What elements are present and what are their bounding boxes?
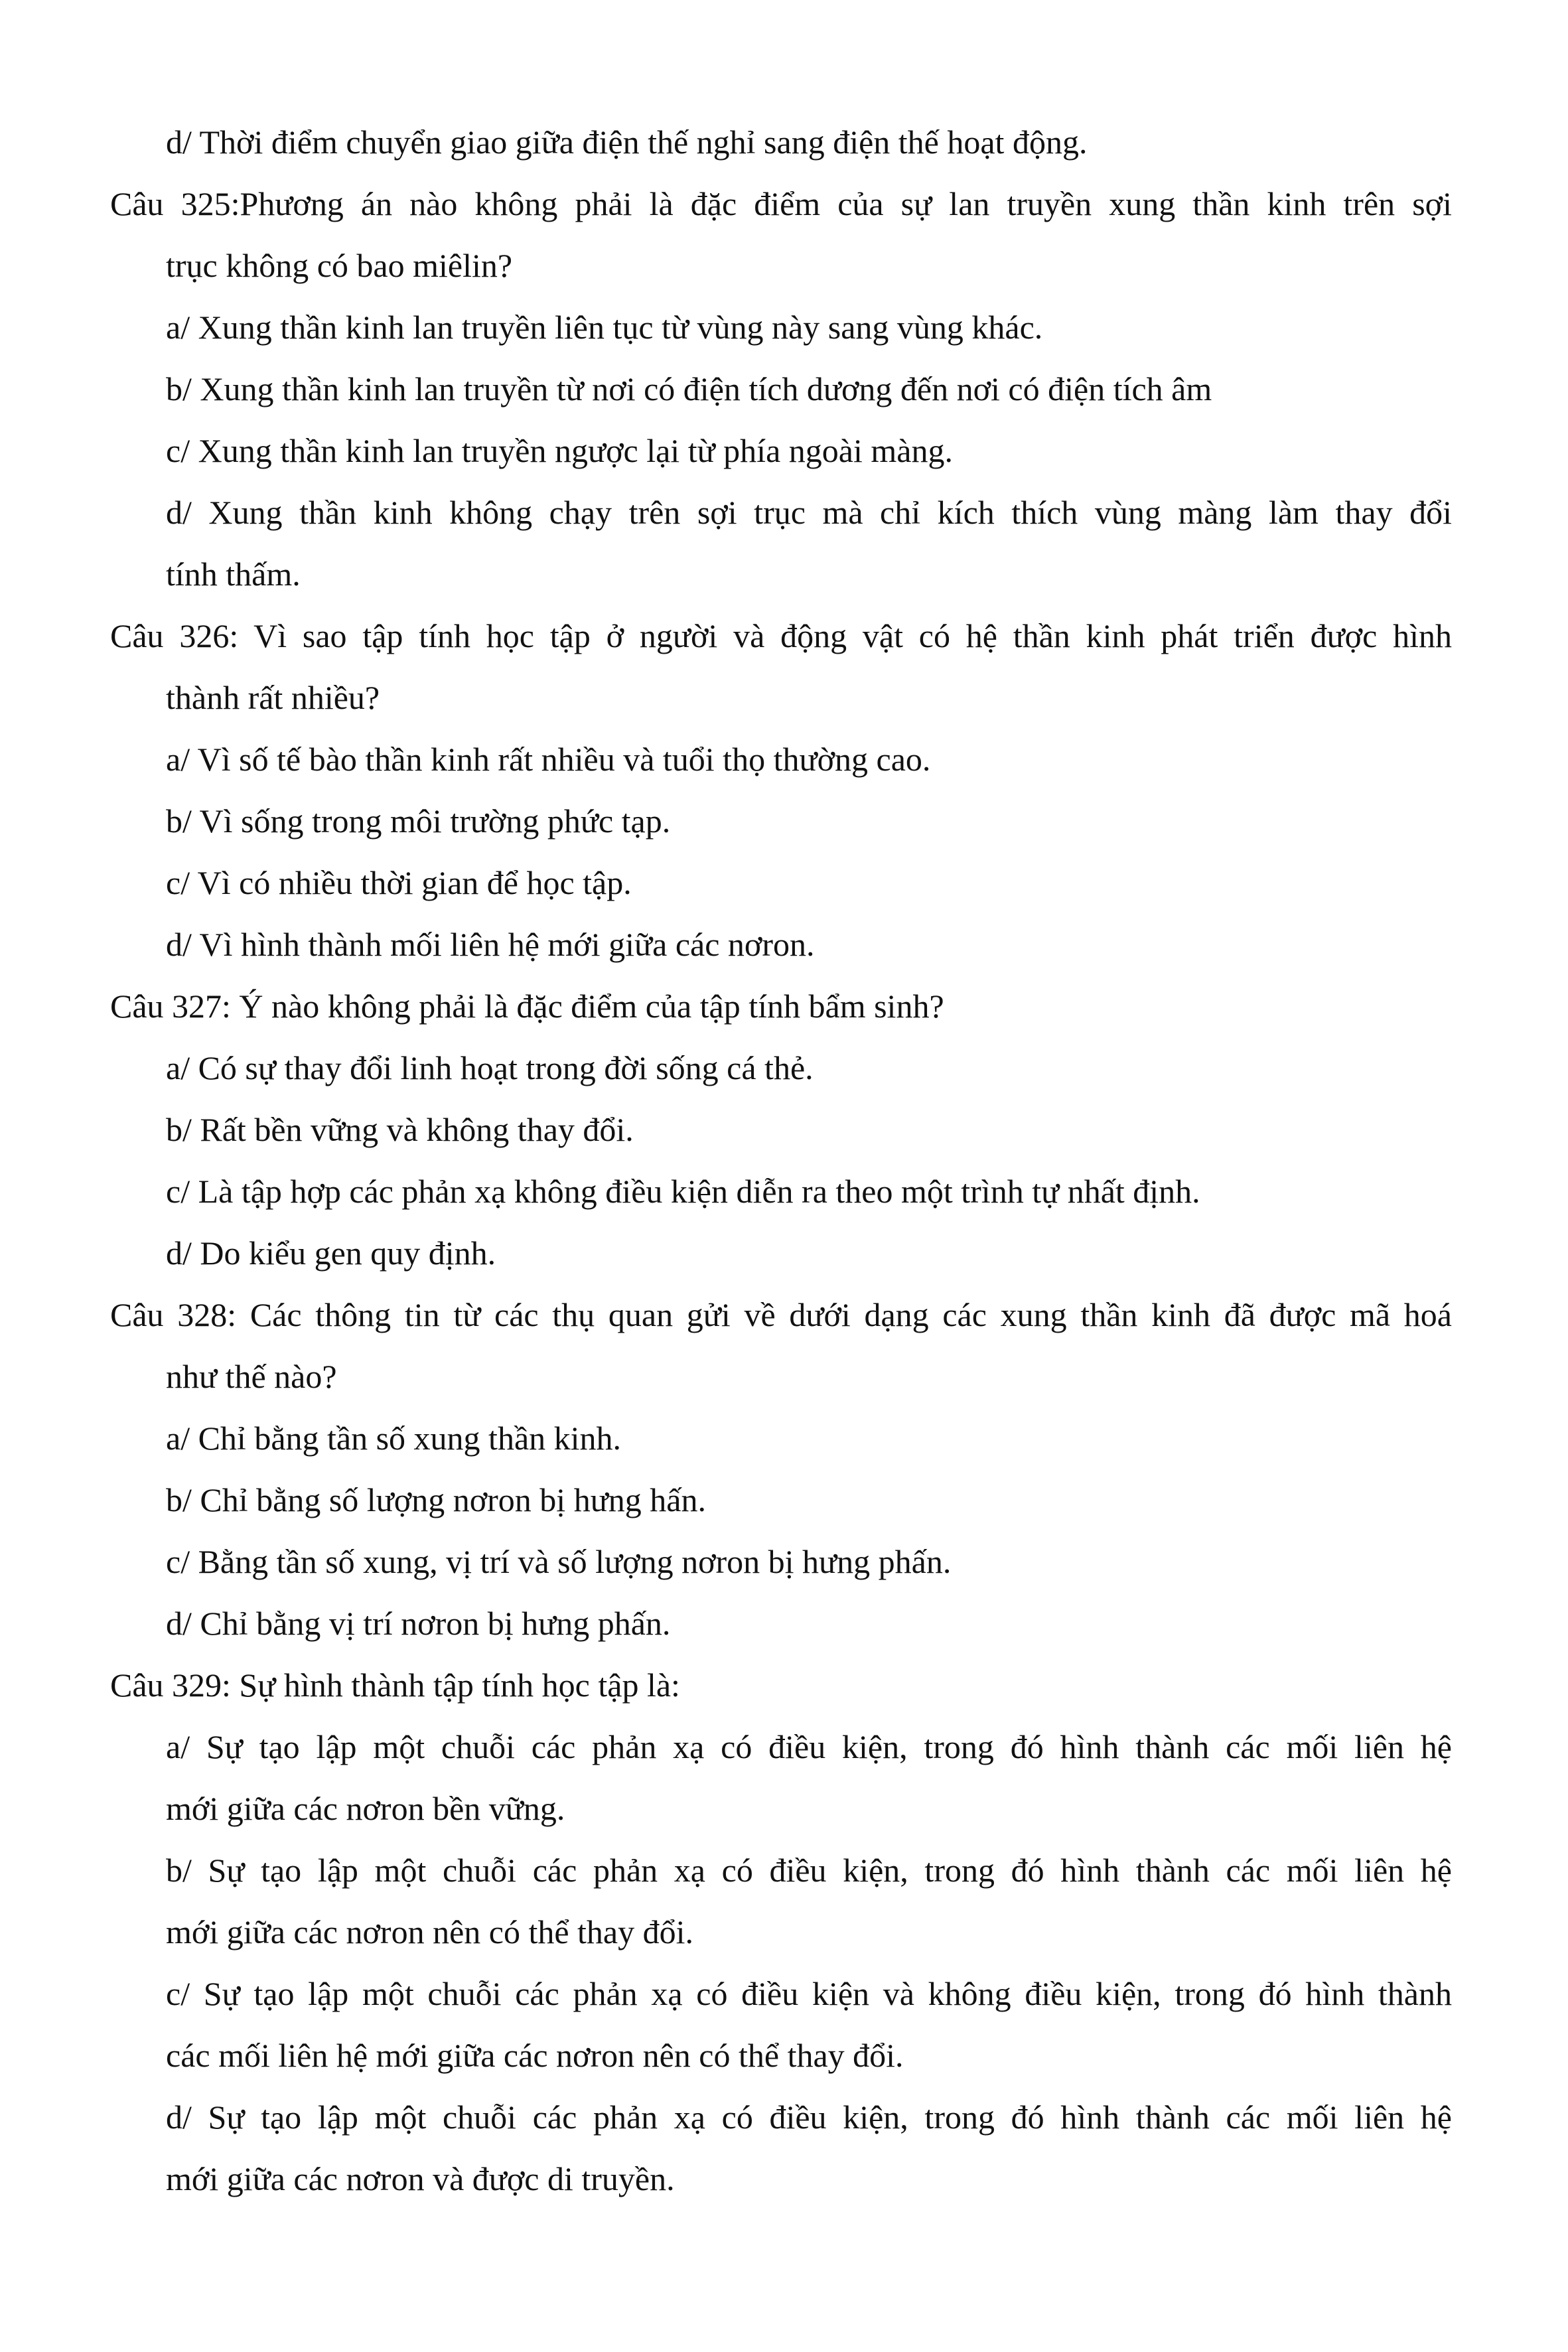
option-line: d/ Thời điểm chuyển giao giữa điện thế nghỉ sang điện thế hoạt động.: [166, 123, 1088, 161]
option-line: a/ Chỉ bằng tần số xung thần kinh.: [166, 1420, 622, 1457]
continuation-line: mới giữa các nơron bền vững.: [166, 1790, 565, 1827]
option-line: b/ Vì sống trong môi trường phức tạp.: [166, 802, 671, 840]
option-line: d/ Vì hình thành mối liên hệ mới giữa các nơron.: [166, 926, 815, 963]
question-line: Câu 325:Phương án nào không phải là đặc điểm của sự lan truyền xung thần kinh trên sợi: [110, 185, 1452, 222]
question-line: Câu 327: Ý nào không phải là đặc điểm của tập tính bẩm sinh?: [110, 988, 944, 1025]
option-line: c/ Vì có nhiều thời gian để học tập.: [166, 864, 632, 901]
option-line: c/ Bằng tần số xung, vị trí và số lượng nơron bị hưng phấn.: [166, 1543, 952, 1580]
continuation-line: tính thấm.: [166, 555, 301, 593]
question-line: Câu 328: Các thông tin từ các thụ quan gửi về dưới dạng các xung thần kinh đã được mã hoá: [110, 1296, 1452, 1333]
option-line: d/ Sự tạo lập một chuỗi các phản xạ có điều kiện, trong đó hình thành các mối liên hệ: [166, 2098, 1452, 2136]
option-line: a/ Vì số tế bào thần kinh rất nhiều và tuổi thọ thường cao.: [166, 741, 931, 778]
option-line: b/ Xung thần kinh lan truyền từ nơi có điện tích dương đến nơi có điện tích âm: [166, 370, 1212, 407]
option-line: c/ Sự tạo lập một chuỗi các phản xạ có điều kiện và không điều kiện, trong đó hình thành: [166, 1975, 1452, 2012]
option-line: d/ Chỉ bằng vị trí nơron bị hưng phấn.: [166, 1605, 671, 1642]
question-line: Câu 326: Vì sao tập tính học tập ở người và động vật có hệ thần kinh phát triển được hình: [110, 617, 1452, 654]
continuation-line: như thế nào?: [166, 1358, 337, 1395]
continuation-line: các mối liên hệ mới giữa các nơron nên có thể thay đổi.: [166, 2037, 904, 2074]
option-line: c/ Xung thần kinh lan truyền ngược lại từ phía ngoài màng.: [166, 432, 953, 469]
option-line: b/ Sự tạo lập một chuỗi các phản xạ có điều kiện, trong đó hình thành các mối liên hệ: [166, 1852, 1452, 1889]
page-content: [110, 111, 1452, 2210]
option-line: a/ Sự tạo lập một chuỗi các phản xạ có điều kiện, trong đó hình thành các mối liên hệ: [166, 1728, 1452, 1765]
option-line: d/ Xung thần kinh không chạy trên sợi trục mà chỉ kích thích vùng màng làm thay đổi: [166, 494, 1452, 531]
option-line: b/ Rất bền vững và không thay đổi.: [166, 1111, 634, 1148]
option-line: b/ Chỉ bằng số lượng nơron bị hưng hấn.: [166, 1481, 706, 1518]
continuation-line: mới giữa các nơron nên có thể thay đổi.: [166, 1913, 694, 1950]
option-line: a/ Có sự thay đổi linh hoạt trong đời sống cá thẻ.: [166, 1049, 814, 1086]
continuation-line: trục không có bao miêlin?: [166, 247, 513, 284]
option-line: d/ Do kiểu gen quy định.: [166, 1234, 496, 1272]
option-line: a/ Xung thần kinh lan truyền liên tục từ vùng này sang vùng khác.: [166, 309, 1043, 346]
continuation-line: thành rất nhiều?: [166, 679, 380, 716]
option-line: c/ Là tập hợp các phản xạ không điều kiện diễn ra theo một trình tự nhất định.: [166, 1173, 1200, 1210]
question-line: Câu 329: Sự hình thành tập tính học tập là:: [110, 1666, 680, 1704]
continuation-line: mới giữa các nơron và được di truyền.: [166, 2160, 675, 2197]
